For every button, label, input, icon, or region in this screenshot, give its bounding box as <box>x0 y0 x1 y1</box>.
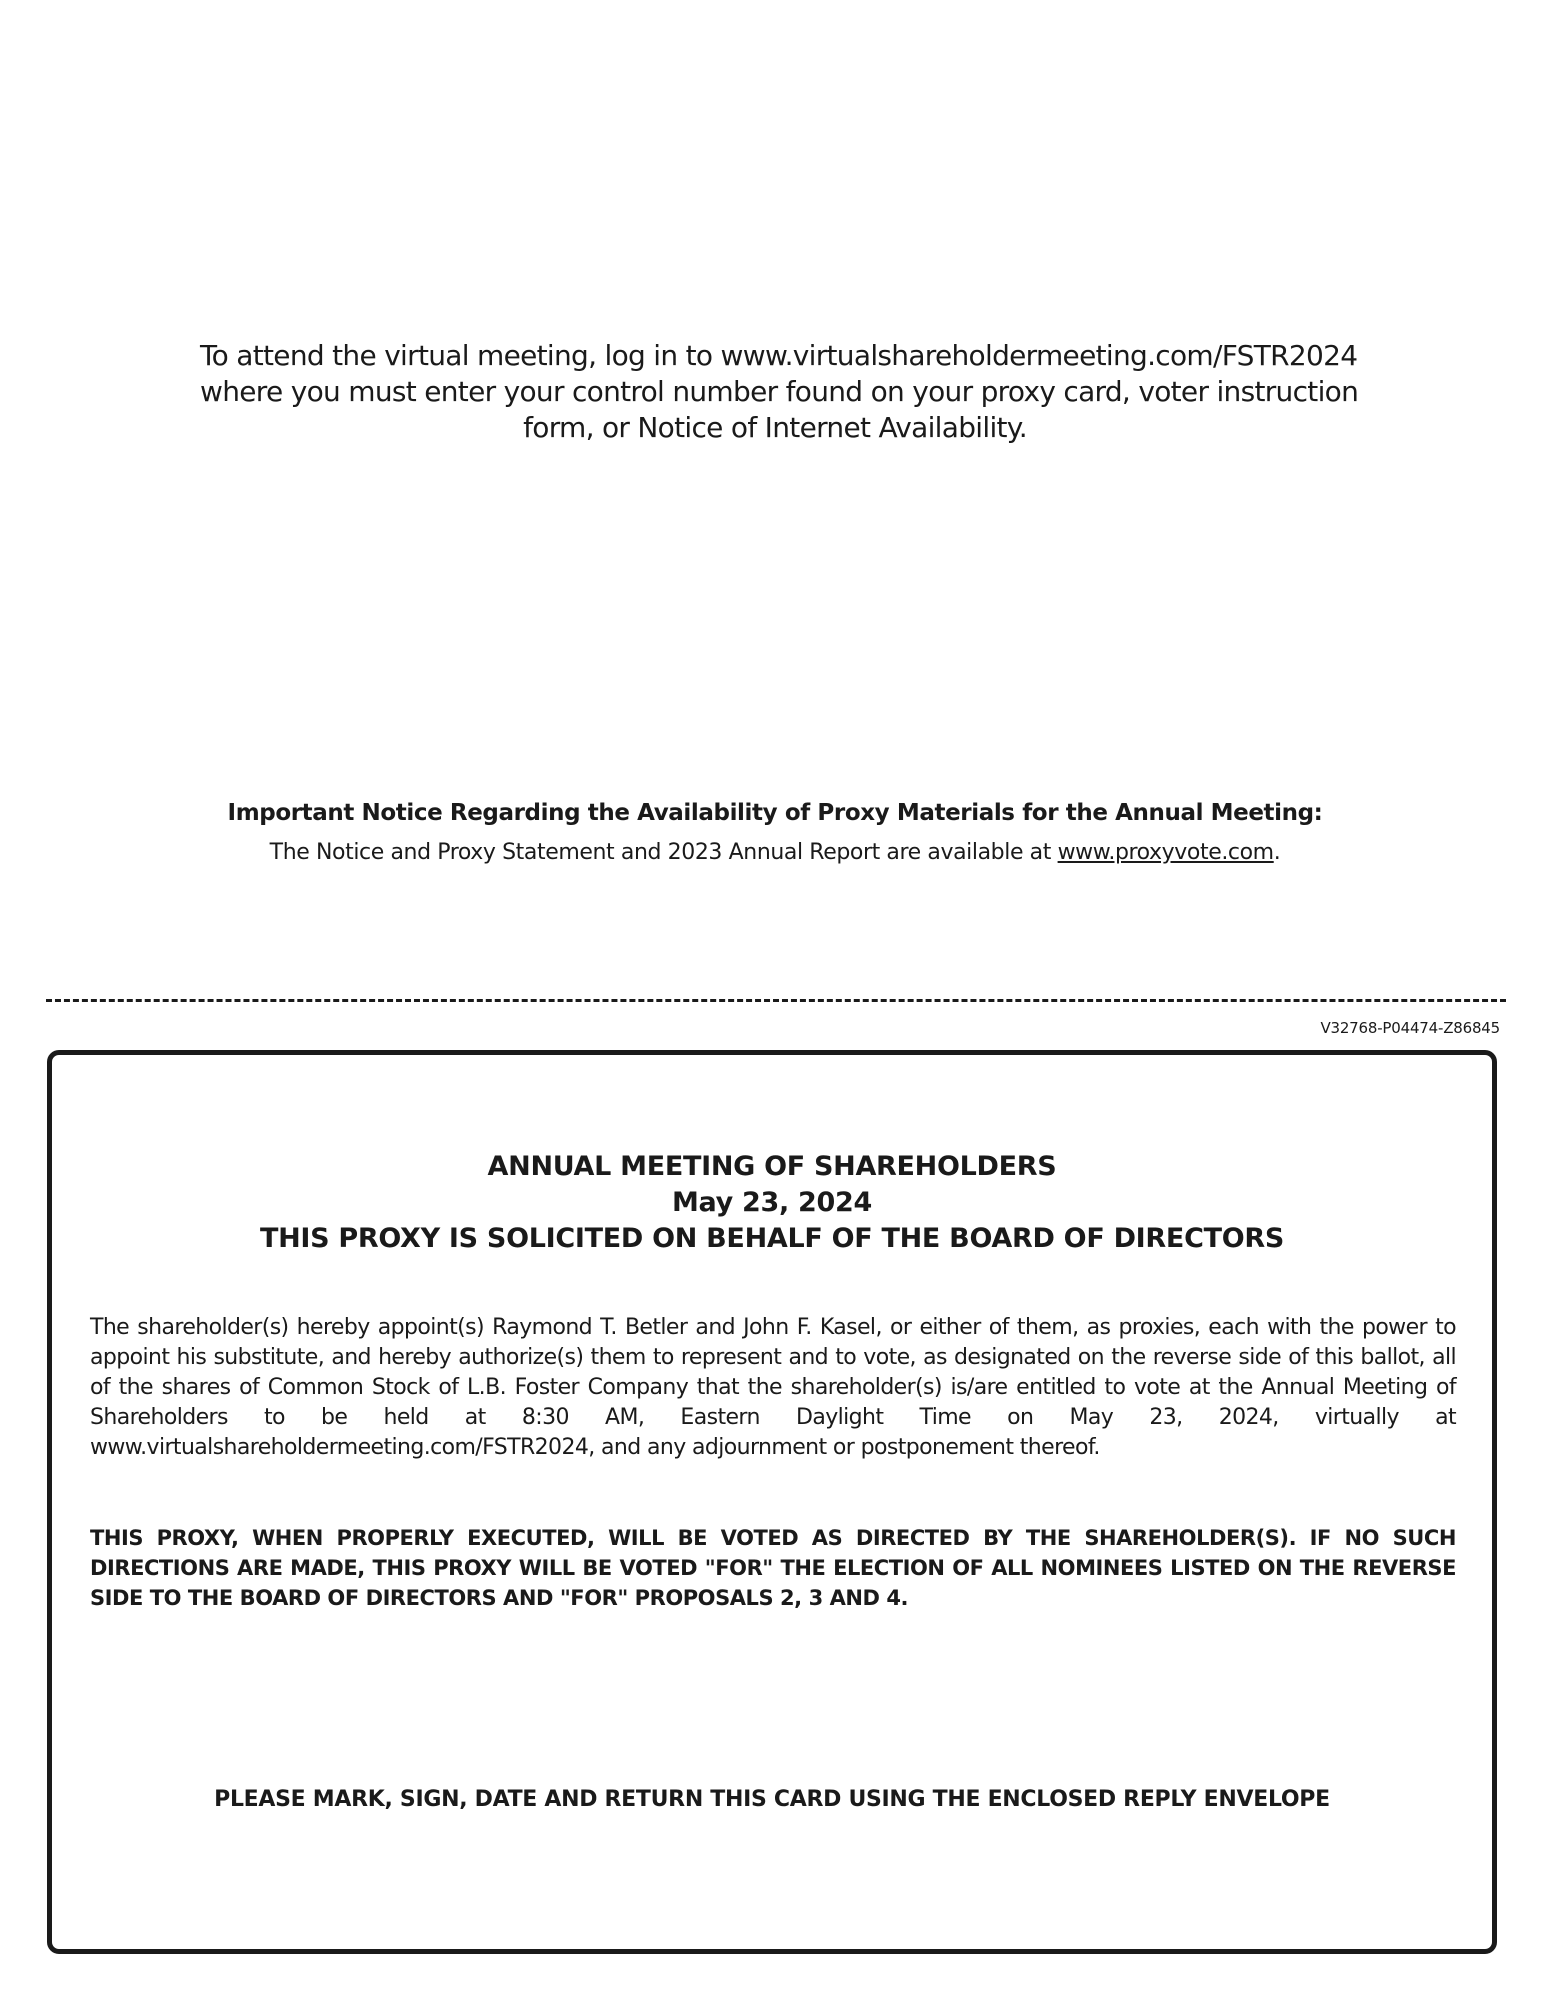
return-instruction: PLEASE MARK, SIGN, DATE AND RETURN THIS CARD USING THE ENCLOSED REPLY ENVELOPE <box>214 1787 1330 1812</box>
proxy-appointment-paragraph: The shareholder(s) hereby appoint(s) Raymond T. Betler and John F. Kasel, or either of them, as proxies, each with the power to appoint his substitute, and hereby authorize(s) them to represent and to vote, as designated on the reverse side of this ballot, all of the shares of Common Stock of L.B. Foster Company that the shareholder(s) is/are entitled to vote at the Annual Meeting of Shareholders to be held at 8:30 AM, Eastern Daylight Time on May 23, 2024, virtually at www.virtualshareholdermeeting.com/FSTR2024, and any adjournment or postponement thereof. <box>90 1315 1456 1460</box>
card-title <box>52 1149 1492 1257</box>
card-title-date: May 23, 2024 <box>671 1187 873 1218</box>
card-title-line-1: ANNUAL MEETING OF SHAREHOLDERS <box>487 1151 1057 1182</box>
proxy-card <box>47 1050 1497 1954</box>
proxyvote-link[interactable]: www.proxyvote.com <box>1057 840 1274 865</box>
important-notice-prefix: The Notice and Proxy Statement and 2023 Annual Report are available at <box>269 840 1058 865</box>
important-notice-title: Important Notice Regarding the Availability of Proxy Materials for the Annual Meeting: <box>227 800 1323 826</box>
job-code: V32768-P04474-Z86845 <box>1320 1019 1500 1037</box>
virtual-meeting-line-2: where you must enter your control number found on your proxy card, voter instruction <box>200 375 1359 408</box>
virtual-meeting-line-1: To attend the virtual meeting, log in to www.virtualshareholdermeeting.com/FSTR2024 <box>200 339 1358 372</box>
card-title-line-3: THIS PROXY IS SOLICITED ON BEHALF OF THE BOARD OF DIRECTORS <box>259 1223 1284 1254</box>
proxy-directions-paragraph: THIS PROXY, WHEN PROPERLY EXECUTED, WILL BE VOTED AS DIRECTED BY THE SHAREHOLDER(S). IF NO SUCH DIRECTIONS ARE MADE, THIS PROXY WILL BE VOTED "FOR" THE ELECTION OF ALL NOMINEES LISTED ON THE REVERSE SIDE TO THE BOARD OF DIRECTORS AND "FOR" PROPOSALS 2, 3 AND 4. <box>90 1526 1456 1610</box>
important-notice-body <box>150 838 1400 868</box>
virtual-meeting-line-3: form, or Notice of Internet Availability. <box>523 411 1027 444</box>
detach-cut-line <box>46 999 1506 1002</box>
important-notice-suffix: . <box>1273 840 1281 865</box>
virtual-meeting-notice <box>200 338 1359 446</box>
